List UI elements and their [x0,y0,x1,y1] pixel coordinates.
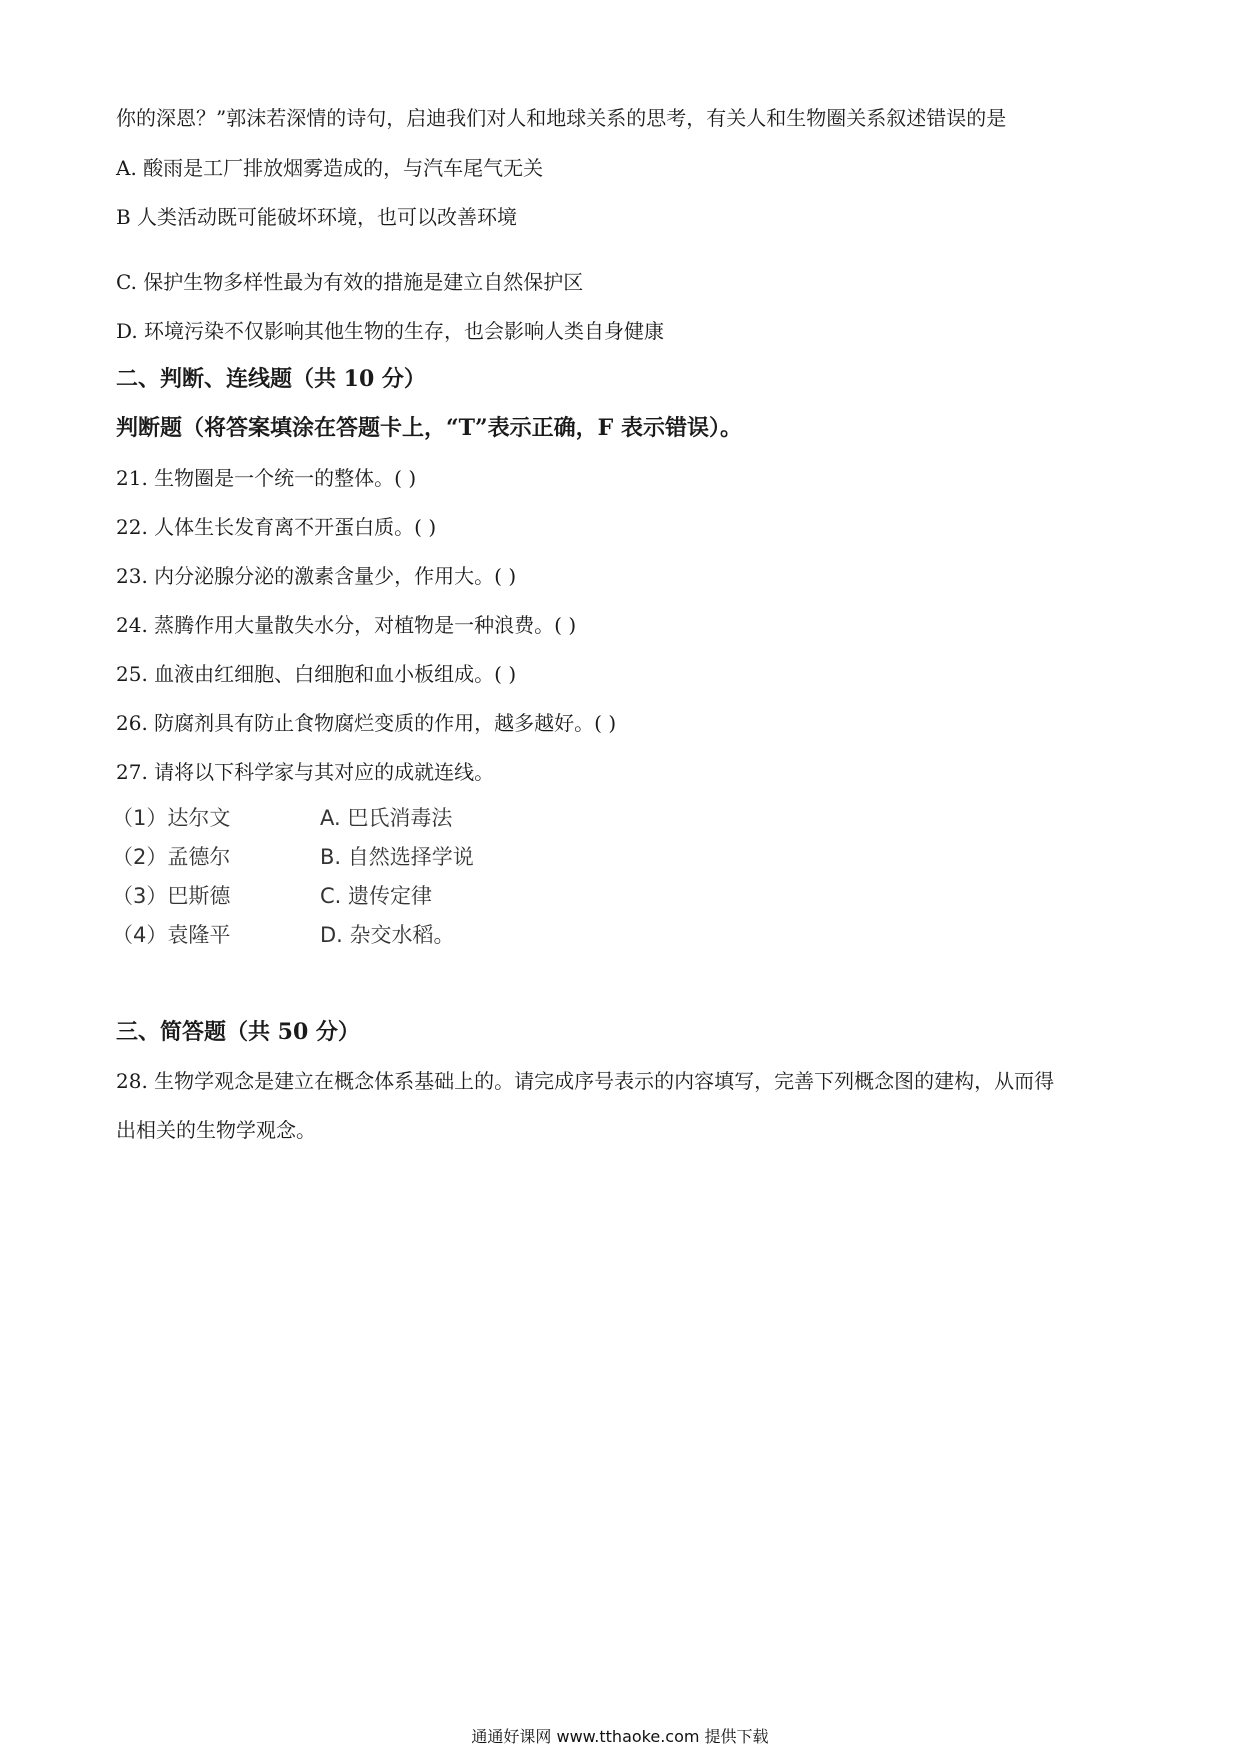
true-false-item-23: 23. 内分泌腺分泌的激素含量少，作用大。( ) [116,564,517,588]
option-d: D. 环境污染不仅影响其他生物的生存，也会影响人类自身健康 [116,319,665,343]
achievement-a: A. 巴氏消毒法 [320,806,453,830]
scientist-yuan-longping: （4）袁隆平 [112,923,231,947]
section-3-title: 三、简答题（共 50 分） [116,1019,360,1045]
section-2-title: 二、判断、连线题（共 10 分） [116,366,426,392]
option-a: A. 酸雨是工厂排放烟雾造成的，与汽车尾气无关 [116,156,544,180]
section-2-subtitle: 判断题（将答案填涂在答题卡上，“T”表示正确，F 表示错误）。 [116,415,742,441]
scientist-darwin: （1）达尔文 [112,806,231,830]
option-c: C. 保护生物多样性最为有效的措施是建立自然保护区 [116,270,584,294]
true-false-item-26: 26. 防腐剂具有防止食物腐烂变质的作用，越多越好。( ) [116,711,617,735]
true-false-item-22: 22. 人体生长发育离不开蛋白质。( ) [116,515,437,539]
question-28-line-2: 出相关的生物学观念。 [116,1118,316,1142]
scientist-mendel: （2）孟德尔 [112,845,231,869]
true-false-item-21: 21. 生物圈是一个统一的整体。( ) [116,466,417,490]
achievement-b: B. 自然选择学说 [320,845,474,869]
question-28-line-1: 28. 生物学观念是建立在概念体系基础上的。请完成序号表示的内容填写，完善下列概念图的建构，从而得 [116,1069,1055,1093]
option-b: B 人类活动既可能破坏环境，也可以改善环境 [116,205,518,229]
achievement-c: C. 遗传定律 [320,884,433,908]
matching-question-27: 27. 请将以下科学家与其对应的成就连线。 [116,760,495,784]
page-footer: 通通好课网 www.tthaoke.com 提供下载 [471,1727,769,1746]
scientist-pasteur: （3）巴斯德 [112,884,231,908]
question-stem-tail: 你的深恩？”郭沫若深情的诗句，启迪我们对人和地球关系的思考，有关人和生物圈关系叙述错误的是 [116,106,1007,130]
achievement-d: D. 杂交水稻。 [320,923,455,947]
true-false-item-24: 24. 蒸腾作用大量散失水分，对植物是一种浪费。( ) [116,613,577,637]
true-false-item-25: 25. 血液由红细胞、白细胞和血小板组成。( ) [116,662,517,686]
